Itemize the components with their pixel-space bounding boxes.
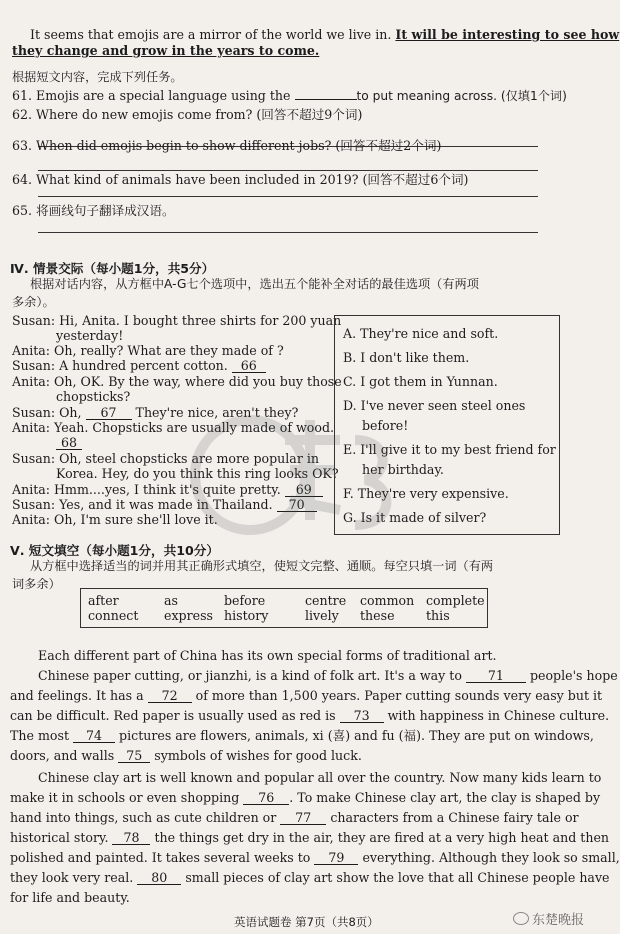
blank-71[interactable]: 71 xyxy=(466,669,526,683)
dialogue-line-3: Anita: Oh, really? What are they made of ? xyxy=(12,343,284,358)
question-65: 65. 将画线句子翻译成汉语。 xyxy=(12,203,175,218)
q64-answer-line[interactable] xyxy=(38,196,538,197)
section-5-instruction-2: 词多余） xyxy=(12,577,61,591)
q65-answer-line[interactable] xyxy=(38,232,538,233)
q61-answer-blank[interactable] xyxy=(295,99,357,100)
dialogue-line-9 xyxy=(56,435,82,451)
passage-line xyxy=(10,830,609,846)
page-number: 英语试题卷 第7页（共8页） xyxy=(234,915,379,929)
word-bank-item: after xyxy=(88,593,119,608)
blank-68[interactable]: 68 xyxy=(56,436,82,450)
blank-75[interactable]: 75 xyxy=(118,749,150,763)
option-d: D. I've never seen steel ones xyxy=(343,398,526,413)
blank-69[interactable]: 69 xyxy=(285,483,323,497)
word-bank-item: these xyxy=(360,608,395,623)
option-a: A. They're nice and soft. xyxy=(343,326,499,341)
passage-text: The most xyxy=(10,728,70,743)
passage-text: they look very real. xyxy=(10,870,134,885)
word-bank-item: connect xyxy=(88,608,139,623)
q63-answer-line[interactable] xyxy=(38,170,538,171)
question-62: 62. Where do new emojis come from? (回答不超过9个词) xyxy=(12,107,363,122)
dialogue-line-8: Anita: Yeah. Chopsticks are usually made of wood. xyxy=(12,420,335,435)
passage-line: Chinese clay art is well known and popular all over the country. Now many kids learn to xyxy=(38,770,602,785)
passage-text: Chinese paper cutting, or jianzhi, is a kind of folk art. It's a way to xyxy=(38,668,462,683)
word-bank-item: this xyxy=(426,608,450,623)
blank-73[interactable]: 73 xyxy=(340,709,384,723)
underlined-sentence-part-1: It will be interesting to see how xyxy=(395,27,620,42)
passage-end-sentence xyxy=(30,27,619,43)
dialogue-text: They're nice, aren't they? xyxy=(135,405,299,420)
option-d-cont: before! xyxy=(362,418,409,433)
newspaper-logo xyxy=(513,909,584,928)
option-g: G. Is it made of silver? xyxy=(343,510,487,525)
question-64: 64. What kind of animals have been included in 2019? (回答不超过6个词) xyxy=(12,172,469,187)
passage-text: . To make Chinese clay art, the clay is shaped by xyxy=(289,790,601,805)
section-4-instruction-2: 多余）。 xyxy=(12,295,55,309)
option-c: C. I got them in Yunnan. xyxy=(343,374,498,389)
passage-text: polished and painted. It takes several weeks to xyxy=(10,850,311,865)
section-4-instruction-1: 根据对话内容，从方框中A-G七个选项中，选出五个能补全对话的最佳选项（有两项 xyxy=(30,277,479,291)
passage-line xyxy=(10,728,594,744)
logo-text: 东楚晚报 xyxy=(531,913,584,928)
word-bank-item: before xyxy=(224,593,266,608)
passage-text: symbols of wishes for good luck. xyxy=(154,748,362,763)
word-bank-item: lively xyxy=(305,608,339,623)
word-bank-item: history xyxy=(224,608,269,623)
passage-line xyxy=(10,810,579,826)
passage-para-1: Each different part of China has its own special forms of traditional art. xyxy=(38,648,497,663)
passage-text: pictures are flowers, animals, xi (喜) and fu (福). They are put on windows, xyxy=(119,728,594,743)
blank-78[interactable]: 78 xyxy=(112,831,150,845)
blank-74[interactable]: 74 xyxy=(73,729,115,743)
underlined-sentence-part-2: they change and grow in the years to come. xyxy=(12,43,320,58)
section-5-instruction-1: 从方框中选择适当的词并用其正确形式填空，使短文完整、通顺。每空只填一词（有两 xyxy=(30,559,494,573)
passage-text: historical story. xyxy=(10,830,109,845)
dialogue-line-2: yesterday! xyxy=(56,328,124,343)
dialogue-text: Susan: Yes, and it was made in Thailand. xyxy=(12,497,273,512)
dialogue-line-11: Korea. Hey, do you think this ring looks OK? xyxy=(56,466,339,481)
word-bank-item: as xyxy=(164,593,178,608)
blank-72[interactable]: 72 xyxy=(148,689,192,703)
option-e-cont: her birthday. xyxy=(362,462,444,477)
option-f: F. They're very expensive. xyxy=(343,486,509,501)
dialogue-line-10: Susan: Oh, steel chopsticks are more popular in xyxy=(12,451,319,466)
question-63: 63. When did emojis begin to show different jobs? (回答不超过2个词) xyxy=(12,138,442,153)
passage-text: everything. Although they look so small, xyxy=(362,850,620,865)
passage-line xyxy=(10,870,610,886)
passage-text: make it in schools or even shopping xyxy=(10,790,240,805)
tasks-instruction: 根据短文内容，完成下列任务。 xyxy=(12,70,183,84)
blank-80[interactable]: 80 xyxy=(137,871,181,885)
dialogue-text: Susan: A hundred percent cotton. xyxy=(12,358,228,373)
word-bank-item: complete xyxy=(426,593,485,608)
passage-text: characters from a Chinese fairy tale or xyxy=(330,810,579,825)
blank-76[interactable]: 76 xyxy=(243,791,289,805)
dialogue-line-5: Anita: Oh, OK. By the way, where did you buy those xyxy=(12,374,342,389)
blank-79[interactable]: 79 xyxy=(314,851,358,865)
passage-line xyxy=(10,748,362,764)
passage-text: hand into things, such as cute children or xyxy=(10,810,277,825)
passage-text: doors, and walls xyxy=(10,748,115,763)
passage-text: the things get dry in the air, they are fired at a very high heat and then xyxy=(154,830,610,845)
passage-line xyxy=(10,688,602,704)
dialogue-line-1: Susan: Hi, Anita. I bought three shirts for 200 yuan xyxy=(12,313,342,328)
word-bank-item: common xyxy=(360,593,415,608)
dialogue-line-6: chopsticks? xyxy=(56,389,131,404)
dialogue-line-4 xyxy=(12,358,266,374)
q61-text: 61. Emojis are a special language using the xyxy=(12,88,291,103)
passage-text: and feelings. It has a xyxy=(10,688,144,703)
passage-line: for life and beauty. xyxy=(10,890,130,905)
question-61 xyxy=(12,88,567,104)
option-e: E. I'll give it to my best friend for xyxy=(343,442,556,457)
dialogue-text: Susan: Oh, xyxy=(12,405,82,420)
passage-line xyxy=(10,790,600,806)
blank-66[interactable]: 66 xyxy=(232,359,266,373)
passage-text: of more than 1,500 years. Paper cutting sounds very easy but it xyxy=(195,688,603,703)
watermark-logo xyxy=(190,400,410,550)
option-b: B. I don't like them. xyxy=(343,350,470,365)
blank-70[interactable]: 70 xyxy=(277,498,317,512)
blank-67[interactable]: 67 xyxy=(86,406,132,420)
passage-line xyxy=(10,708,609,724)
passage-text: small pieces of clay art show the love that all Chinese people have xyxy=(185,870,610,885)
passage-line xyxy=(10,850,620,866)
section-5-title: Ⅴ. 短文填空（每小题1分，共10分） xyxy=(10,543,219,558)
passage-text: people's hope xyxy=(529,668,618,683)
passage-text: can be difficult. Red paper is usually used as red is xyxy=(10,708,336,723)
dialogue-line-14: Anita: Oh, I'm sure she'll love it. xyxy=(12,512,218,527)
word-bank-item: centre xyxy=(305,593,347,608)
dialogue-text: Anita: Hmm....yes, I think it's quite pretty. xyxy=(12,482,281,497)
wechat-icon xyxy=(513,912,529,925)
blank-77[interactable]: 77 xyxy=(280,811,326,825)
q61-text-end: to put meaning across. (仅填1个词) xyxy=(356,89,567,103)
passage-line xyxy=(38,668,618,684)
section-4-title: Ⅳ. 情景交际（每小题1分，共5分） xyxy=(10,261,215,276)
passage-text: with happiness in Chinese culture. xyxy=(387,708,610,723)
plain-sentence: It seems that emojis are a mirror of the world we live in. xyxy=(30,27,392,42)
word-bank-item: express xyxy=(164,608,214,623)
